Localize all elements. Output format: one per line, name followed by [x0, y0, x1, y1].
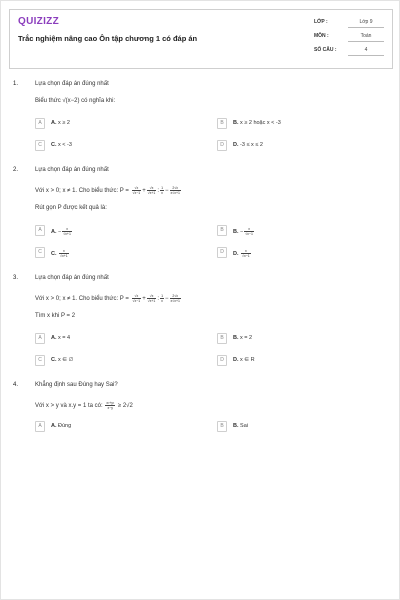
formula-fraction: $\frac{√x}{√x-1}$: [132, 294, 141, 303]
option-prefix: C.: [51, 357, 57, 363]
option-letter: C: [35, 247, 45, 258]
meta-label: MÔN :: [314, 33, 329, 39]
option-text: [233, 357, 255, 363]
question-text: Với x > 0; x ≠ 1. Cho biểu thức: P = $\frac{√x}{√x-1}$ + $\frac{√x}{√x+1}$ : $\frac{1}{x}$ − $\frac{2√x}{x√x+1}$: [35, 186, 180, 195]
option-letter: A: [35, 333, 45, 344]
question-number: 1.: [13, 81, 19, 87]
option-prefix: B.: [233, 335, 239, 341]
option-letter: A: [35, 225, 45, 236]
option-prefix: B.: [233, 228, 239, 235]
option-letter: D: [217, 140, 227, 151]
question-prompt: Khẳng định sau Đúng hay Sai?: [35, 382, 118, 388]
question-text-part: Với x > 0; x ≠ 1. Cho biểu thức: P =: [35, 188, 129, 195]
question-text-part: Với x > y và x.y = 1 ta có:: [35, 403, 103, 410]
formula-fraction: $\frac{√x}{√x+1}$: [147, 186, 156, 195]
question-text: Rút gọn P được kết quả là:: [35, 205, 107, 211]
quizizz-logo: QUIZIZZ: [18, 16, 59, 27]
option-prefix: D.: [233, 357, 239, 363]
option-prefix: A.: [51, 120, 57, 126]
option-value: x ≥ 2 hoặc x < -3: [240, 120, 281, 126]
option-value: x = 2: [240, 335, 253, 341]
option-value: -3 ≤ x ≤ 2: [240, 142, 263, 148]
option-text: A. − $\frac{x}{√x+1}$: [51, 227, 71, 236]
option-text: D. $\frac{x}{√x-1}$: [233, 249, 250, 258]
option-text: [233, 423, 248, 429]
option-value: Sai: [240, 423, 248, 429]
option-prefix: C.: [51, 142, 57, 148]
option-text: [233, 335, 252, 341]
option-text: C. $\frac{x}{√x+1}$: [51, 249, 68, 258]
option-text: [51, 335, 70, 341]
question-text: [35, 401, 133, 410]
formula-fraction: $\frac{2√x}{x√x+1}$: [170, 294, 180, 303]
formula-fraction: $\frac{1}{x}$: [161, 186, 164, 195]
option-letter: A: [35, 118, 45, 129]
option-prefix: A.: [51, 335, 57, 341]
option-value: x ∈ ∅: [58, 357, 74, 363]
worksheet-header: [9, 9, 393, 69]
option-letter: B: [217, 421, 227, 432]
option-value: −: [58, 228, 62, 235]
option-letter: C: [35, 140, 45, 151]
option-prefix: B.: [233, 120, 239, 126]
option-letter: B: [217, 118, 227, 129]
question-text-part: Với x > 0; x ≠ 1. Cho biểu thức: P =: [35, 296, 129, 303]
meta-row-subject: [314, 31, 384, 45]
question-prompt: Lựa chọn đáp án đúng nhất: [35, 81, 109, 87]
meta-value: Lớp 9: [348, 19, 384, 28]
option-text: [51, 120, 70, 126]
option-letter: C: [35, 355, 45, 366]
option-value: −: [240, 228, 244, 235]
meta-label: LỚP :: [314, 19, 328, 25]
question-text-part: ≥ 2√2: [117, 403, 133, 410]
formula-fraction: $\frac{1}{x}$: [161, 294, 164, 303]
option-prefix: A.: [51, 423, 57, 429]
meta-row-class: [314, 17, 384, 31]
option-letter: D: [217, 355, 227, 366]
option-prefix: C.: [51, 250, 57, 257]
option-value: x = 4: [58, 335, 71, 341]
question-number: 2.: [13, 167, 19, 173]
option-value: Đúng: [58, 423, 72, 429]
option-prefix: D.: [233, 142, 239, 148]
option-prefix: B.: [233, 423, 239, 429]
question-prompt: Lựa chọn đáp án đúng nhất: [35, 275, 109, 281]
worksheet-meta: [314, 17, 384, 59]
question-number: 4.: [13, 382, 19, 388]
question-prompt: Lựa chọn đáp án đúng nhất: [35, 167, 109, 173]
worksheet-title: Trắc nghiệm nâng cao Ôn tập chương 1 có đáp án: [18, 34, 198, 43]
option-letter: B: [217, 333, 227, 344]
formula-fraction: $\frac{√x}{√x-1}$: [132, 186, 141, 195]
option-letter: A: [35, 421, 45, 432]
meta-value: 4: [348, 47, 384, 56]
option-value: x < -3: [58, 142, 72, 148]
meta-value: Toán: [348, 33, 384, 42]
option-prefix: A.: [51, 228, 57, 235]
option-value: x ≥ 2: [58, 120, 70, 126]
question-text: Với x > 0; x ≠ 1. Cho biểu thức: P = $\frac{√x}{√x-1}$ + $\frac{√x}{√x+1}$ : $\frac{1}{x}$ − $\frac{2√x}{x√x+1}$: [35, 294, 180, 303]
option-text: [51, 423, 71, 429]
question-text: Biểu thức √(x−2) có nghĩa khi:: [35, 98, 116, 104]
meta-label: SỐ CÂU :: [314, 47, 337, 53]
meta-row-count: [314, 45, 384, 59]
option-text: [233, 142, 263, 148]
formula-fraction: $\frac{2√x}{x√x+1}$: [170, 186, 180, 195]
option-text: [51, 357, 73, 363]
option-letter: B: [217, 225, 227, 236]
formula-fraction: $\frac{\text{x²+y²}}{x-y}$: [106, 401, 115, 410]
question-text: Tìm x khi P = 2: [35, 313, 76, 319]
question-number: 3.: [13, 275, 19, 281]
option-text: B. − $\frac{x}{√x-1}$: [233, 227, 253, 236]
option-text: [51, 142, 72, 148]
option-prefix: D.: [233, 250, 239, 257]
formula-fraction: $\frac{√x}{√x+1}$: [147, 294, 156, 303]
option-letter: D: [217, 247, 227, 258]
option-value: x ∈ R: [240, 357, 255, 363]
option-text: [233, 120, 281, 126]
